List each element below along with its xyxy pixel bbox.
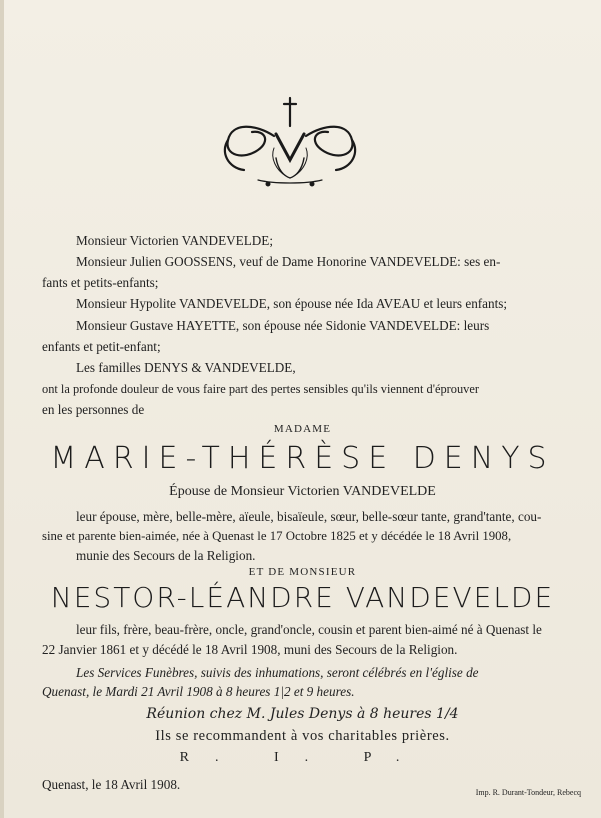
first-relation: Épouse de Monsieur Victorien VANDEVELDE <box>169 484 436 499</box>
intro-line-6: enfants et petit-enfant; <box>42 339 161 354</box>
intro-line-1: Monsieur Victorien VANDEVELDE; <box>76 233 273 248</box>
intro-line-8: ont la profonde douleur de vous faire part des pertes sensibles qu'ils viennent d'éprouver <box>42 382 479 396</box>
religious-emblem-icon <box>218 96 362 188</box>
intro-line-3: fants et petits-enfants; <box>42 275 159 290</box>
intro-line-7: Les familles DENYS & VANDEVELDE, <box>76 360 296 375</box>
services-line-2: Quenast, le Mardi 21 Avril 1908 à 8 heures 1|2 et 9 heures. <box>42 684 355 699</box>
intro-line-4: Monsieur Hypolite VANDEVELDE, son épouse née Ida AVEAU et leurs enfants; <box>76 296 508 311</box>
reunion-line: Réunion chez M. Jules Denys à 8 heures 1/4 <box>146 706 459 722</box>
second-honorific: ET DE MONSIEUR <box>248 566 357 578</box>
second-details-1: leur fils, frère, beau-frère, oncle, grand'oncle, cousin et parent bien-aimé né à Quenast le <box>76 622 542 637</box>
second-details-2: 22 Janvier 1861 et y décédé le 18 Avril 1908, muni des Secours de la Religion. <box>42 642 458 657</box>
intro-line-9: en les personnes de <box>42 402 145 417</box>
first-details-3: munie des Secours de la Religion. <box>76 548 256 563</box>
printer-credit: Imp. R. Durant-Tondeur, Rebecq <box>475 788 581 797</box>
intro-line-5: Monsieur Gustave HAYETTE, son épouse née Sidonie VANDEVELDE: leurs <box>76 318 490 333</box>
first-details-2: sine et parente bien-aimée, née à Quenast le 17 Octobre 1825 et y décédée le 18 Avril 1908, <box>42 529 512 543</box>
first-honorific: MADAME <box>273 423 332 435</box>
rip-line: R. I. P. <box>179 750 426 765</box>
dateline: Quenast, le 18 Avril 1908. <box>42 777 181 792</box>
second-name: NESTOR-LÉANDRE VANDEVELDE <box>50 581 555 614</box>
intro-line-2: Monsieur Julien GOOSSENS, veuf de Dame Honorine VANDEVELDE: ses en- <box>76 254 501 269</box>
first-details-1: leur épouse, mère, belle-mère, aïeule, bisaïeule, sœur, belle-sœur tante, grand'tante, cou- <box>76 509 542 524</box>
prayers-line: Ils se recommandent à vos charitables prières. <box>155 728 450 744</box>
services-line-1: Les Services Funèbres, suivis des inhumations, seront célébrés en l'église de <box>76 665 479 680</box>
first-name: MARIE-THÉRÈSE DENYS <box>50 441 555 476</box>
